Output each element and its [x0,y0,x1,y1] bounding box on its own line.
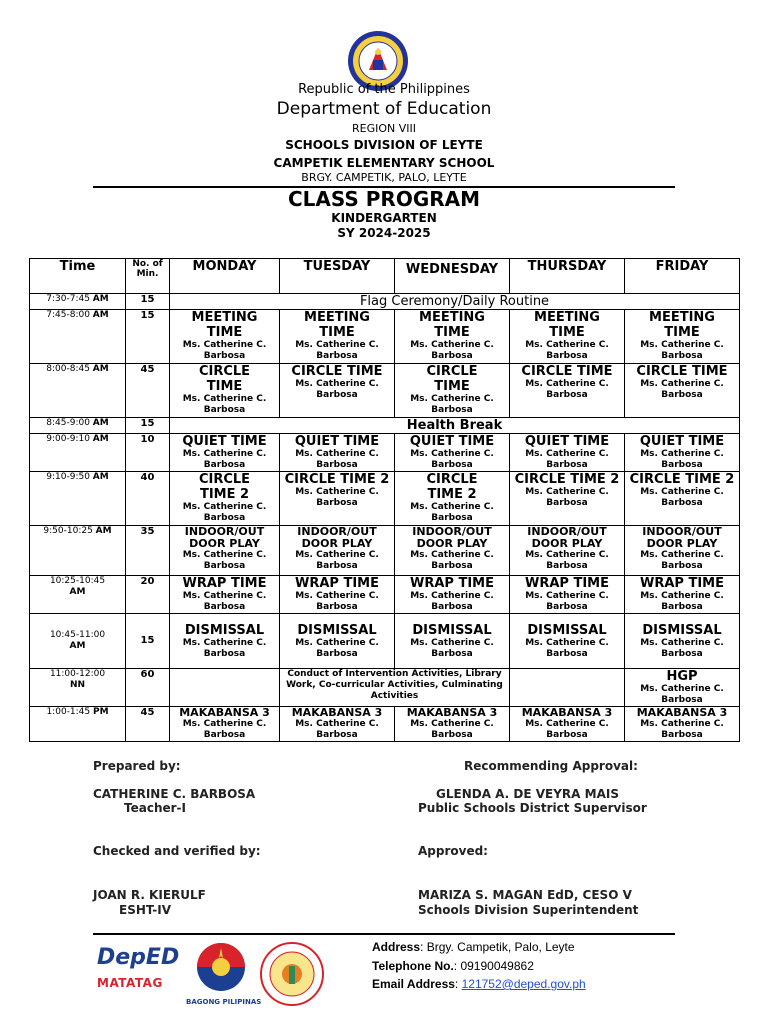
minutes: 10 [126,434,170,472]
activity-cell [625,310,740,364]
matatag-text: MATATAG [97,976,163,990]
minutes: 60 [126,669,170,707]
activity-name: QUIET TIME [294,434,380,449]
minutes: 45 [126,364,170,418]
activity-cell [395,434,510,472]
teacher-name: Ms. Catherine C. Barbosa [640,340,724,361]
time-range: 10:25-10:45 [49,576,106,586]
col-header-wednesday: WEDNESDAY [395,259,510,294]
phone-value: : 09190049862 [453,959,534,973]
activity-name: CIRCLE TIME [521,364,613,379]
activity-name: HGP [666,669,698,684]
time-period: AM [69,641,86,651]
activity-cell [510,526,625,576]
class-program-table [29,258,740,742]
activity-cell [395,472,510,526]
activity-name: MAKABANSA 3 [291,706,383,719]
time-period: AM [69,587,86,597]
email-label: Email Address [372,977,455,991]
activity-name: MAKABANSA 3 [521,706,613,719]
deped-matatag-logo [97,944,180,1006]
republic-line: Republic of the Philippines [298,82,470,97]
teacher-name: Ms. Catherine C. Barbosa [525,591,609,612]
table-header-row [30,259,740,294]
time-range: 8:45-9:00 [46,418,93,428]
teacher-name: Ms. Catherine C. Barbosa [410,591,494,612]
teacher-name: Ms. Catherine C. Barbosa [525,487,609,508]
time-period: NN [69,680,86,690]
email-separator: : [454,977,462,991]
approver-title: Schools Division Superintendent [418,903,639,917]
checker-name: JOAN R. KIERULF [93,888,206,902]
teacher-name: Ms. Catherine C. Barbosa [295,719,379,740]
activity-cell [170,614,280,669]
activity-name: WRAP TIME [295,576,379,591]
teacher-name: Ms. Catherine C. Barbosa [525,637,609,659]
school-seal-logo [260,942,324,1006]
time-range: 1:00-1:45 [46,707,93,717]
time-period: AM [92,310,109,320]
col-header-monday: MONDAY [170,259,280,294]
table-row [30,364,740,418]
preparer-title: Teacher-I [124,801,186,815]
teacher-name: Ms. Catherine C. Barbosa [410,719,494,740]
activity-name: WRAP TIME [182,576,267,591]
activity-cell [395,707,510,742]
time-range: 10:45-11:00 [49,630,106,640]
approver-name: MARIZA S. MAGAN EdD, CESO V [418,888,632,902]
activity-cell [280,526,395,576]
teacher-name: Ms. Catherine C. Barbosa [525,379,609,400]
table-row [30,526,740,576]
activity-name: MEETING TIME [534,310,600,340]
bagong-pilipinas-text: BAGONG PILIPINAS [186,998,262,1006]
activity-cell [510,576,625,614]
table-row [30,614,740,669]
minutes: 15 [126,294,170,310]
activity-cell [625,526,740,576]
activity-cell [510,310,625,364]
table-row [30,669,740,707]
activity-name: DISMISSAL [412,622,492,638]
minutes: 45 [126,707,170,742]
teacher-name: Ms. Catherine C. Barbosa [295,340,379,361]
teacher-name: Ms. Catherine C. Barbosa [410,502,494,523]
activity-name: MEETING TIME [649,310,715,340]
activity-name: MEETING TIME [419,310,485,340]
col-header-minutes: No. of Min. [126,259,170,294]
activity-cell [170,310,280,364]
activity-cell [395,310,510,364]
time-period: AM [92,418,109,428]
teacher-name: Ms. Catherine C. Barbosa [182,591,267,612]
teacher-name: Ms. Catherine C. Barbosa [295,487,379,508]
teacher-name: Ms. Catherine C. Barbosa [295,379,379,400]
activity-name: CIRCLE TIME [426,364,478,394]
table-row [30,310,740,364]
col-header-thursday: THURSDAY [510,259,625,294]
activity-cell [625,364,740,418]
activity-cell [625,576,740,614]
teacher-name: Ms. Catherine C. Barbosa [410,394,494,415]
activity-name: INDOOR/OUT DOOR PLAY [527,525,607,550]
minutes: 40 [126,472,170,526]
contact-phone [372,959,534,973]
activity-name: CIRCLE TIME 2 [629,472,735,487]
teacher-name: Ms. Catherine C. Barbosa [182,340,267,361]
activity-cell [170,707,280,742]
time-range: 9:50-10:25 [43,526,96,536]
preparer-name: CATHERINE C. BARBOSA [93,787,256,801]
intervention-activities-cell: Conduct of Intervention Activities, Library Work, Co-curricular Activities, Culminating Activities [280,669,510,707]
activity-cell [280,576,395,614]
activity-cell [170,576,280,614]
teacher-name: Ms. Catherine C. Barbosa [640,684,724,705]
school-address: BRGY. CAMPETIK, PALO, LEYTE [301,171,467,184]
activity-name: DISMISSAL [184,622,265,638]
teacher-name: Ms. Catherine C. Barbosa [525,550,609,571]
activity-name: CIRCLE TIME [291,364,383,379]
activity-cell [170,364,280,418]
health-break-cell: Health Break [170,418,740,434]
activity-name: MAKABANSA 3 [636,706,728,719]
activity-cell [625,472,740,526]
address-label: Address [372,940,421,954]
activity-cell [625,614,740,669]
time-period: PM [92,707,109,717]
activity-name: CIRCLE TIME 2 [284,472,390,487]
teacher-name: Ms. Catherine C. Barbosa [182,449,267,470]
activity-name: CIRCLE TIME 2 [514,472,620,487]
time-range: 7:45-8:00 [46,310,93,320]
teacher-name: Ms. Catherine C. Barbosa [640,379,724,400]
activity-name: MAKABANSA 3 [406,706,498,719]
activity-cell [280,614,395,669]
table-row [30,576,740,614]
checker-title: ESHT-IV [119,903,172,917]
activity-cell [170,434,280,472]
phone-label: Telephone No. [372,959,454,973]
activity-name: MAKABANSA 3 [179,706,270,719]
teacher-name: Ms. Catherine C. Barbosa [640,550,724,571]
activity-name: CIRCLE TIME 2 [426,472,478,502]
teacher-name: Ms. Catherine C. Barbosa [295,449,379,470]
activity-cell [625,434,740,472]
activity-cell [395,614,510,669]
teacher-name: Ms. Catherine C. Barbosa [182,719,267,740]
activity-name: MEETING TIME [191,310,258,340]
teacher-name: Ms. Catherine C. Barbosa [295,637,379,659]
activity-cell [395,576,510,614]
teacher-name: Ms. Catherine C. Barbosa [410,637,494,659]
flag-ceremony-cell: Flag Ceremony/Daily Routine [170,294,740,310]
teacher-name: Ms. Catherine C. Barbosa [410,550,494,571]
page-title: CLASS PROGRAM [287,187,481,211]
activity-name: CIRCLE TIME 2 [198,472,251,502]
email-link[interactable]: 121752@deped.gov.ph [461,977,586,991]
empty-cell [170,669,280,707]
time-period: AM [95,526,112,536]
activity-cell [280,434,395,472]
activity-name: CIRCLE TIME [198,364,251,394]
activity-name: WRAP TIME [640,576,724,591]
bagong-pilipinas-logo [186,940,262,1006]
prepared-by-label: Prepared by: [93,759,181,773]
empty-cell [510,669,625,707]
activity-cell [510,472,625,526]
minutes: 15 [126,418,170,434]
teacher-name: Ms. Catherine C. Barbosa [410,449,494,470]
table-row [30,434,740,472]
time-period: AM [92,364,109,374]
col-header-time: Time [30,259,126,294]
teacher-name: Ms. Catherine C. Barbosa [640,449,724,470]
teacher-name: Ms. Catherine C. Barbosa [525,719,609,740]
activity-name: INDOOR/OUT DOOR PLAY [184,525,265,550]
school-year: SY 2024-2025 [337,226,431,240]
teacher-name: Ms. Catherine C. Barbosa [525,340,609,361]
time-range: 7:30-7:45 [46,294,93,304]
deped-logo-text: DepED [97,945,180,970]
teacher-name: Ms. Catherine C. Barbosa [182,394,267,415]
activity-cell [510,434,625,472]
teacher-name: Ms. Catherine C. Barbosa [640,591,724,612]
recommender-name: GLENDA A. DE VEYRA MAIS [436,787,619,801]
teacher-name: Ms. Catherine C. Barbosa [640,719,724,740]
activity-name: QUIET TIME [409,434,495,449]
time-range: 8:00-8:45 [46,364,93,374]
school-seal-icon [260,942,324,1006]
time-period: AM [92,294,109,304]
activity-cell [395,364,510,418]
teacher-name: Ms. Catherine C. Barbosa [182,550,267,571]
time-range: 9:00-9:10 [46,434,93,444]
school-name: CAMPETIK ELEMENTARY SCHOOL [273,156,495,170]
activity-cell [625,707,740,742]
time-range: 9:10-9:50 [46,472,93,482]
table-row [30,707,740,742]
approved-label: Approved: [418,844,488,858]
department-line: Department of Education [276,99,492,119]
footer-divider [93,933,675,935]
table-row [30,294,740,310]
contact-email [372,977,586,991]
activity-name: QUIET TIME [639,434,725,449]
division-line: SCHOOLS DIVISION OF LEYTE [285,138,483,152]
minutes: 15 [126,310,170,364]
teacher-name: Ms. Catherine C. Barbosa [640,637,724,659]
activity-cell [510,364,625,418]
activity-name: INDOOR/OUT DOOR PLAY [412,525,492,550]
minutes: 20 [126,576,170,614]
checked-by-label: Checked and verified by: [93,844,261,858]
activity-name: WRAP TIME [410,576,494,591]
time-period: AM [92,434,109,444]
bagong-pilipinas-emblem-icon [186,940,256,994]
activity-name: DISMISSAL [297,622,377,638]
region-line: REGION VIII [351,122,416,135]
activity-cell [395,526,510,576]
table-row [30,472,740,526]
activity-cell [280,310,395,364]
table-row [30,418,740,434]
teacher-name: Ms. Catherine C. Barbosa [295,591,379,612]
activity-cell [170,526,280,576]
activity-cell [280,707,395,742]
activity-name: CIRCLE TIME [636,364,728,379]
activity-name: QUIET TIME [182,434,267,449]
activity-cell [510,707,625,742]
activity-name: DISMISSAL [527,622,607,638]
time-period: AM [92,472,109,482]
teacher-name: Ms. Catherine C. Barbosa [182,502,267,523]
contact-address [372,940,575,954]
activity-name: WRAP TIME [525,576,609,591]
time-range: 11:00-12:00 [49,669,106,679]
activity-cell [280,472,395,526]
activity-name: QUIET TIME [524,434,610,449]
activity-cell [280,364,395,418]
minutes: 35 [126,526,170,576]
activity-name: DISMISSAL [642,622,722,638]
col-header-friday: FRIDAY [625,259,740,294]
recommender-title: Public Schools District Supervisor [418,801,647,815]
activity-name: MEETING TIME [304,310,370,340]
col-header-tuesday: TUESDAY [280,259,395,294]
teacher-name: Ms. Catherine C. Barbosa [640,487,724,508]
minutes: 15 [126,614,170,669]
activity-cell [625,669,740,707]
grade-level: KINDERGARTEN [331,211,437,225]
teacher-name: Ms. Catherine C. Barbosa [525,449,609,470]
activity-cell [170,472,280,526]
teacher-name: Ms. Catherine C. Barbosa [295,550,379,571]
recommending-approval-label: Recommending Approval: [464,759,638,773]
teacher-name: Ms. Catherine C. Barbosa [410,340,494,361]
activity-name: INDOOR/OUT DOOR PLAY [642,525,722,550]
teacher-name: Ms. Catherine C. Barbosa [182,637,267,659]
activity-name: INDOOR/OUT DOOR PLAY [297,525,377,550]
activity-cell [510,614,625,669]
address-value: : Brgy. Campetik, Palo, Leyte [420,940,575,954]
